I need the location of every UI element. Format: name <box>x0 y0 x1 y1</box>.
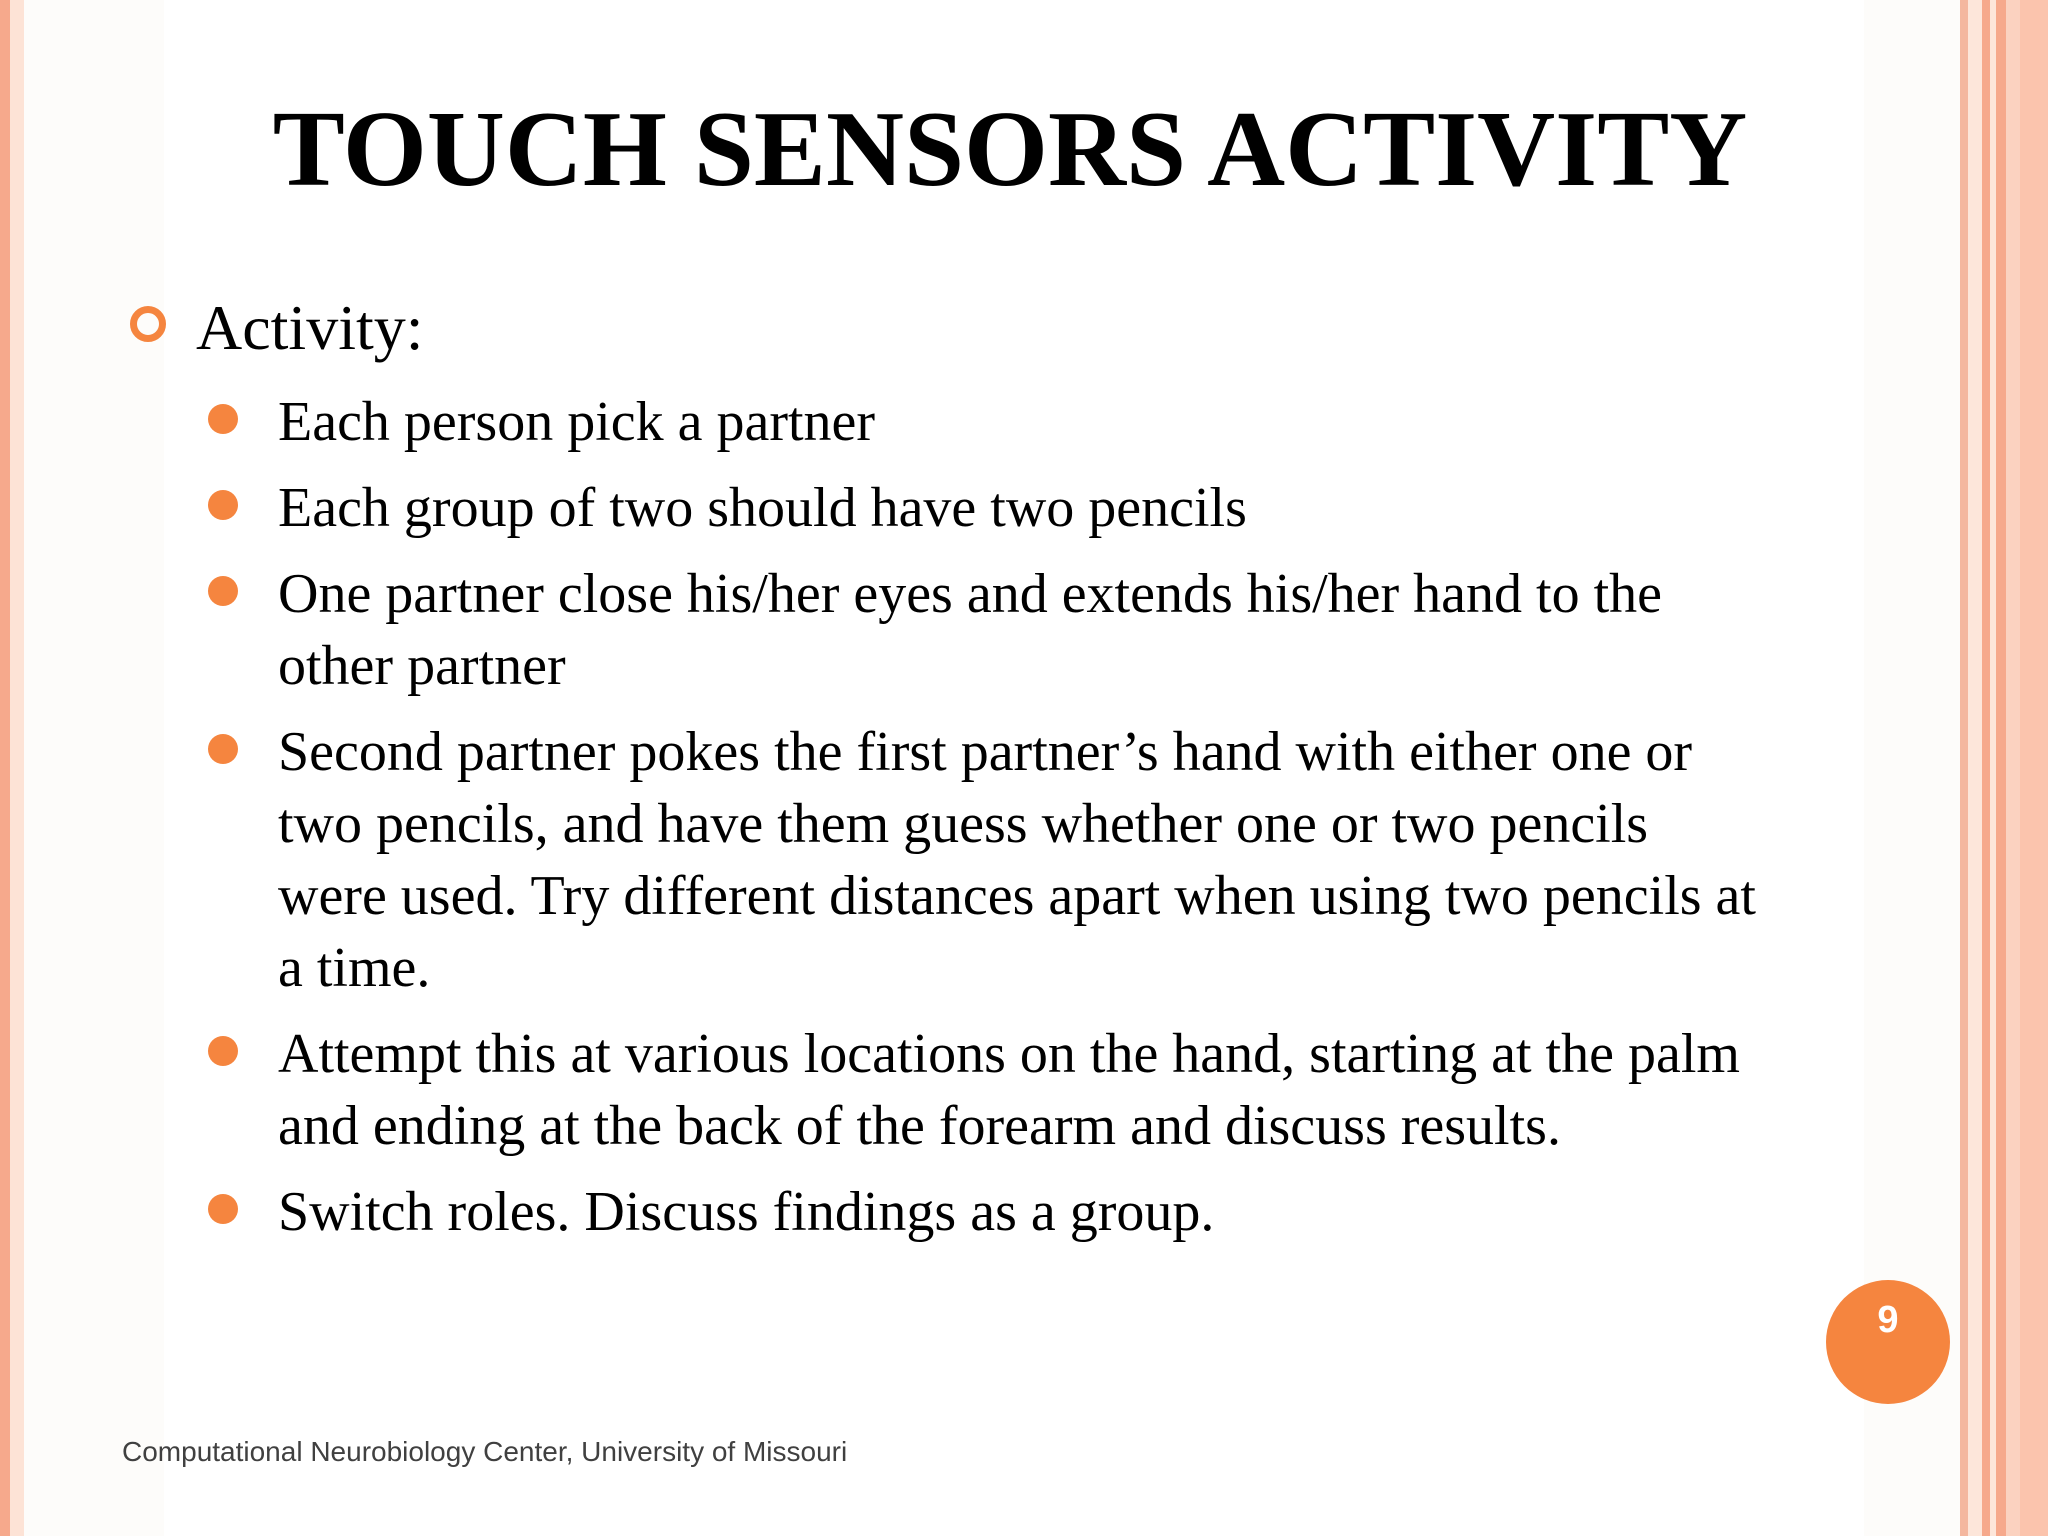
right-border-stripe <box>1968 0 1982 1536</box>
dot-bullet-icon <box>208 734 238 764</box>
section-heading: Activity: <box>196 292 424 363</box>
bullet-item <box>208 558 1768 702</box>
footer-text: Computational Neurobiology Center, University of Missouri <box>122 1436 848 1467</box>
bullet-text: Switch roles. Discuss findings as a group. <box>278 1181 1215 1243</box>
bullet-item <box>208 716 1768 1004</box>
right-border-stripe <box>2020 0 2048 1536</box>
bullet-text: Attempt this at various locations on the hand, starting at the palm and ending at the back of the forearm and discuss results. <box>278 1023 1740 1157</box>
right-border-stripe <box>2006 0 2020 1536</box>
bullet-list <box>208 386 1768 1262</box>
right-border-stripe <box>1960 0 1968 1536</box>
bullet-item <box>208 472 1768 544</box>
bullet-text: Each person pick a partner <box>278 391 876 453</box>
section-heading-row <box>130 288 424 368</box>
right-border-stripe <box>1982 0 1990 1536</box>
left-border-stripe <box>0 0 10 1536</box>
bullet-text: One partner close his/her eyes and extends his/her hand to the other partner <box>278 563 1663 697</box>
bullet-text: Each group of two should have two pencils <box>278 477 1247 539</box>
bullet-item <box>208 386 1768 458</box>
dot-bullet-icon <box>208 1036 238 1066</box>
bullet-text: Second partner pokes the first partner’s hand with either one or two pencils, and have them guess whether one or two pencils were used. Try different distances apart when using two pencils at a time. <box>278 721 1756 999</box>
slide-title: TOUCH SENSORS ACTIVITY <box>272 90 1748 209</box>
right-border-stripe <box>1996 0 2006 1536</box>
dot-bullet-icon <box>208 1194 238 1224</box>
left-border-stripe-light <box>10 0 24 1536</box>
dot-bullet-icon <box>208 404 238 434</box>
ring-bullet-icon <box>130 306 166 342</box>
dot-bullet-icon <box>208 490 238 520</box>
page-number-badge: 9 <box>1826 1280 1950 1404</box>
bullet-item <box>208 1176 1768 1248</box>
dot-bullet-icon <box>208 576 238 606</box>
bullet-item <box>208 1018 1768 1162</box>
